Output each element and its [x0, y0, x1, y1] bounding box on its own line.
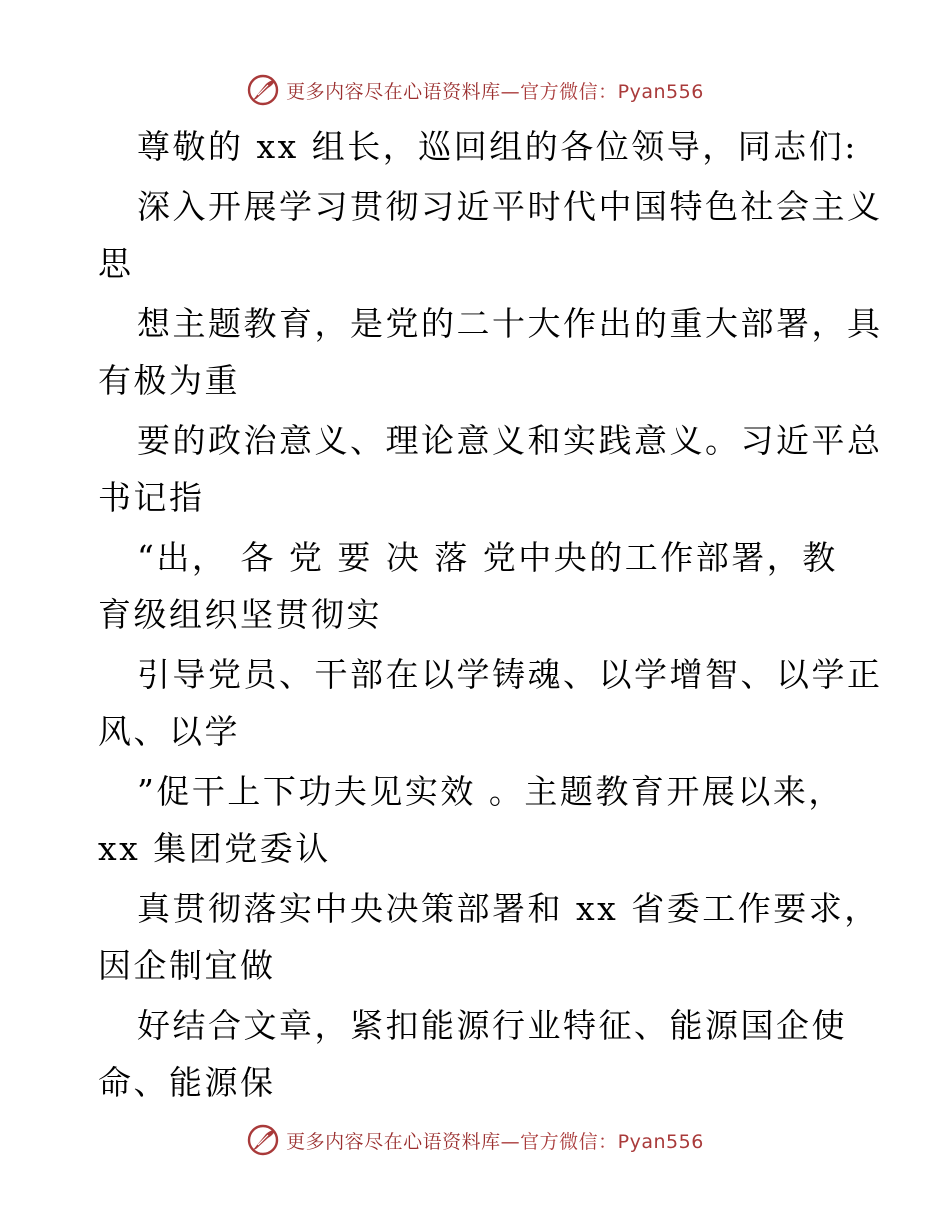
doc-line: 尊敬的 xx 组长，巡回组的各位领导，同志们: [137, 127, 858, 166]
doc-line: xx 集团党委认 [98, 829, 331, 868]
doc-line: 因企制宜做 [98, 946, 276, 985]
doc-line: 风、以学 [98, 712, 240, 751]
doc-line: 思 [98, 244, 134, 283]
doc-line: 要的政治意义、理论意义和实践意义。习近平总 [137, 421, 883, 460]
doc-line: “出， 各 党 要 决 落 党中央的工作部署，教 [137, 538, 838, 577]
footer-watermark [0, 1120, 950, 1160]
doc-line: 书记指 [98, 478, 205, 517]
doc-line: 有极为重 [98, 361, 240, 400]
doc-line: 深入开展学习贯彻习近平时代中国特色社会主义 [137, 187, 883, 226]
watermark-dash: — [500, 1130, 521, 1153]
watermark-suffix: 官方微信：Pyan556 [520, 1130, 704, 1153]
watermark-suffix: 官方微信：Pyan556 [520, 80, 704, 103]
watermark-brand: 更多内容尽在心语资料库 [286, 1130, 501, 1153]
doc-line: 好结合文章，紧扣能源行业特征、能源国企使 [137, 1006, 847, 1045]
doc-line: 想主题教育，是党的二十大作出的重大部署，具 [137, 304, 883, 343]
watermark-brand: 更多内容尽在心语资料库 [286, 80, 501, 103]
watermark-dash: — [500, 80, 521, 103]
doc-line: 育级组织坚贯彻实 [98, 595, 382, 634]
doc-line: 引导党员、干部在以学铸魂、以学增智、以学正 [137, 655, 883, 694]
watermark-text [286, 1127, 704, 1154]
doc-line: 真贯彻落实中央决策部署和 xx 省委工作要求， [137, 889, 880, 928]
quill-pen-circle-icon [246, 1123, 280, 1157]
doc-line: ”促干上下功夫见实效 。主题教育开展以来， [137, 772, 844, 811]
doc-line: 命、能源保 [98, 1063, 276, 1102]
